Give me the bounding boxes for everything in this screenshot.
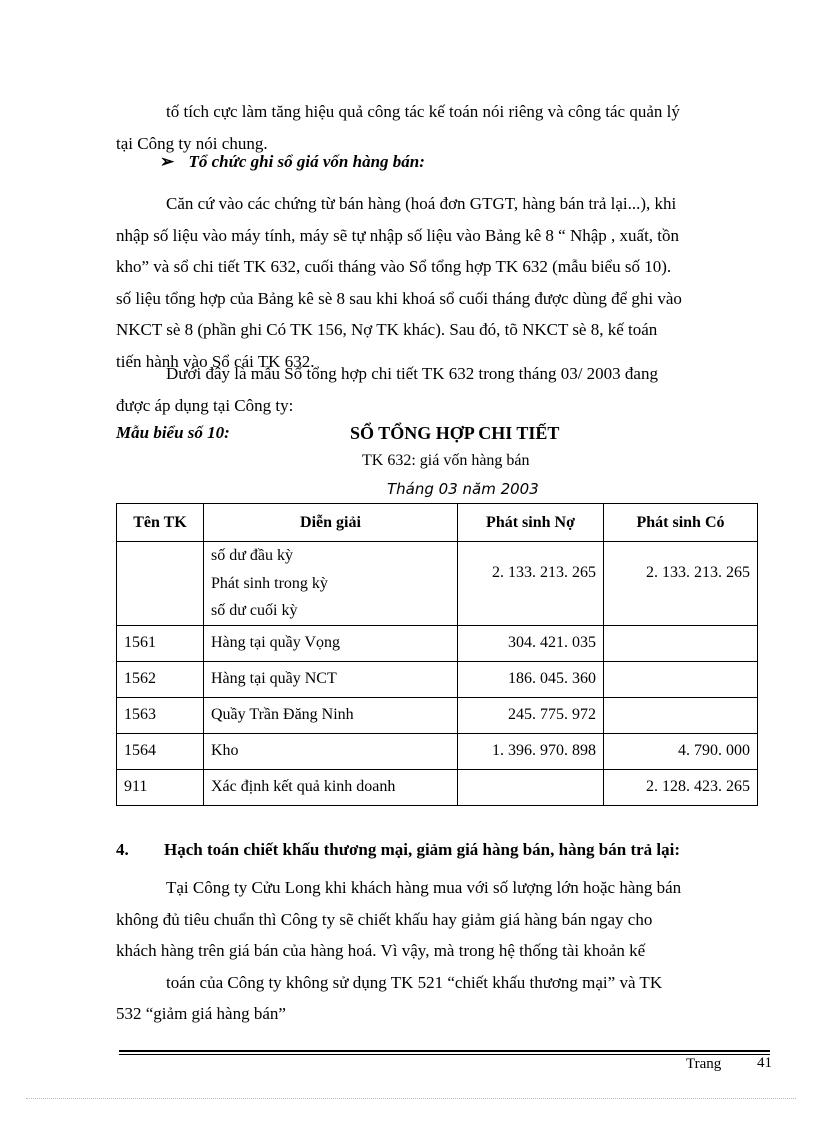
debit-cell: 304. 421. 035 [458,625,604,661]
body-paragraph-3 [116,872,758,1030]
summary-line: số dư đầu kỳ [211,547,293,564]
text-line: toán của Công ty không sử dụng TK 521 “chiết khấu thương mại” và TK [166,972,663,992]
footer-rule [119,1050,770,1052]
page-edge-divider [26,1098,796,1099]
section-number: 4. [116,840,129,859]
summary-description [204,542,458,626]
credit-cell [604,625,758,661]
table-cell [117,542,204,626]
summary-credit: 2. 133. 213. 265 [604,542,758,626]
summary-line: số dư cuối kỳ [211,602,298,619]
text-line: NKCT sè 8 (phần ghi Có TK 156, Nợ TK khác). Sau đó, tõ NKCT sè 8, kế toán [116,320,658,339]
description-cell: Kho [204,733,458,769]
column-header: Diễn giải [204,504,458,542]
table-row [117,733,758,769]
ledger-subtitle: TK 632: giá vốn hàng bán [362,452,530,469]
footer-rule [119,1054,770,1055]
footer-page-label: Trang [686,1056,722,1072]
section-title: Hạch toán chiết khấu thương mại, giảm giá hàng bán, hàng bán trả lại: [164,840,681,859]
summary-line: Phát sinh trong kỳ [211,574,328,592]
text-line: Tại Công ty Cửu Long khi khách hàng mua với số lượng lớn hoặc hàng bán [166,878,682,897]
text-line: số liệu tổng hợp của Bảng kê sè 8 sau khi khoá sổ cuối tháng được dùng để ghi vào [116,288,682,308]
account-cell: 1562 [117,661,204,697]
ledger-title: SỔ TỔNG HỢP CHI TIẾT [350,423,560,443]
debit-cell: 186. 045. 360 [458,661,604,697]
ledger-table [116,503,758,806]
column-header: Phát sinh Nợ [458,504,604,542]
table-row [117,769,758,805]
footer-page-number: 41 [757,1055,772,1071]
account-cell: 1561 [117,625,204,661]
arrow-bullet-icon: ➢ [160,152,175,171]
heading-text: Tổ chức ghi sổ giá vốn hàng bán: [188,152,425,171]
credit-cell [604,697,758,733]
intro-paragraph [116,96,758,159]
body-paragraph-1 [116,188,758,377]
text-line: kho” và sổ chi tiết TK 632, cuối tháng vào Sổ tổng hợp TK 632 (mẫu biểu số 10). [116,257,672,276]
text-line: khách hàng trên giá bán của hàng hoá. Vì vậy, mà trong hệ thống tài khoản kế [116,941,646,960]
summary-debit: 2. 133. 213. 265 [458,542,604,626]
description-cell: Quầy Trần Đăng Ninh [204,697,458,733]
text-line: tiến hành vào Sổ cái TK 632. [116,351,315,371]
body-paragraph-2 [116,358,758,421]
text-line: 532 “giảm giá hàng bán” [116,1004,286,1023]
credit-cell: 2. 128. 423. 265 [604,769,758,805]
credit-cell [604,661,758,697]
debit-cell: 245. 775. 972 [458,697,604,733]
debit-cell: 1. 396. 970. 898 [458,733,604,769]
text-line: được áp dụng tại Công ty: [116,395,294,415]
column-header: Tên TK [117,504,204,542]
table-row [117,625,758,661]
account-cell: 1564 [117,733,204,769]
summary-row [117,542,758,626]
description-cell: Hàng tại quầy NCT [204,661,458,697]
column-header: Phát sinh Có [604,504,758,542]
description-cell: Xác định kết quả kinh doanh [204,769,458,805]
text-line: Dưới đây là mẫu Sổ tổng hợp chi tiết TK 632 trong tháng 03/ 2003 đang [166,364,658,383]
table-row [117,697,758,733]
table-header-row [117,504,758,542]
section-4-heading [116,840,680,860]
description-cell: Hàng tại quầy Vọng [204,625,458,661]
account-cell: 911 [117,769,204,805]
text-line: nhập số liệu vào máy tính, máy sẽ tự nhập số liệu vào Bảng kê 8 “ Nhập , xuất, tồn [116,225,680,245]
form-label: Mẫu biểu số 10: [116,423,230,442]
text-line: tại Công ty nói chung. [116,133,268,153]
text-line: không đủ tiêu chuẩn thì Công ty sẽ chiết khấu hay giảm giá hàng bán ngay cho [116,909,653,929]
debit-cell [458,769,604,805]
table-row [117,661,758,697]
text-line: tố tích cực làm tăng hiệu quả công tác kế toán nói riêng và công tác quản lý [166,102,680,121]
text-line: Căn cứ vào các chứng từ bán hàng (hoá đơn GTGT, hàng bán trả lại...), khi [166,194,677,213]
account-cell: 1563 [117,697,204,733]
section-heading [160,152,425,172]
credit-cell: 4. 790. 000 [604,733,758,769]
ledger-date: Tháng 03 năm 2003 [387,480,539,498]
